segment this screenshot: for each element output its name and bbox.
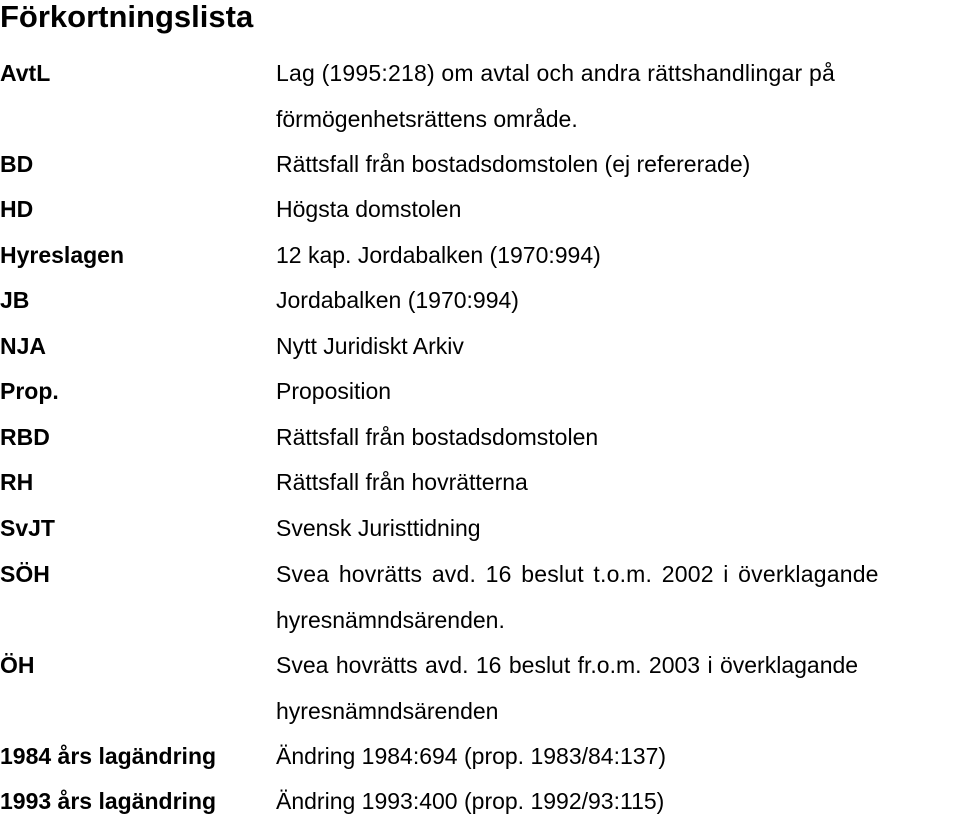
definition-line: Lag (1995:218) om avtal och andra rättshandlingar på [276, 60, 835, 86]
definition-line: 12 kap. Jordabalken (1970:994) [276, 242, 601, 268]
entry-term: 1993 års lagändring [0, 788, 217, 814]
entry-definition [276, 733, 666, 779]
entry-term: RBD [0, 424, 50, 450]
definition-line: Nytt Juridiskt Arkiv [276, 333, 464, 359]
definition-line: förmögenhetsrättens område. [276, 106, 578, 132]
entry-term: JB [0, 287, 30, 313]
definition-line: hyresnämndsärenden [276, 698, 499, 724]
definition-line: Ändring 1984:694 (prop. 1983/84:137) [276, 743, 667, 769]
entry-definition [276, 459, 528, 505]
definition-line: hyresnämndsärenden. [276, 607, 505, 633]
definition-line: Svea hovrätts avd. 16 beslut fr.o.m. 2003 i överklagande [276, 652, 859, 678]
entry-definition [276, 368, 391, 414]
entry-term: HD [0, 196, 34, 222]
entry-definition [276, 50, 835, 142]
entry-term: Hyreslagen [0, 242, 125, 268]
entry-term: BD [0, 151, 34, 177]
definition-line: Rättsfall från bostadsdomstolen [276, 424, 599, 450]
definition-line: Högsta domstolen [276, 196, 462, 222]
entry-definition [276, 186, 461, 232]
entry-term: RH [0, 469, 34, 495]
entry-term: Prop. [0, 378, 59, 404]
definition-line: Svensk Juristtidning [276, 515, 481, 541]
page-title: Förkortningslista [0, 0, 254, 34]
entry-definition [276, 778, 664, 824]
entry-term: ÖH [0, 652, 35, 678]
entry-term: AvtL [0, 60, 51, 86]
entry-definition [276, 505, 481, 551]
entry-definition [276, 551, 879, 643]
entry-definition [276, 141, 750, 187]
entry-definition [276, 323, 464, 369]
definition-line: Rättsfall från hovrätterna [276, 469, 528, 495]
definition-line: Ändring 1993:400 (prop. 1992/93:115) [276, 788, 665, 814]
entry-definition [276, 414, 598, 460]
definition-line: Jordabalken (1970:994) [276, 287, 519, 313]
entry-term: NJA [0, 333, 47, 359]
definition-line: Proposition [276, 378, 392, 404]
entry-definition [276, 642, 858, 734]
entry-definition [276, 232, 601, 278]
entry-term: 1984 års lagändring [0, 743, 217, 769]
definition-line: Svea hovrätts avd. 16 beslut t.o.m. 2002 i överklagande [276, 561, 879, 587]
entry-definition [276, 277, 519, 323]
entry-term: SvJT [0, 515, 55, 541]
definition-line: Rättsfall från bostadsdomstolen (ej refererade) [276, 151, 751, 177]
entry-term: SÖH [0, 561, 50, 587]
